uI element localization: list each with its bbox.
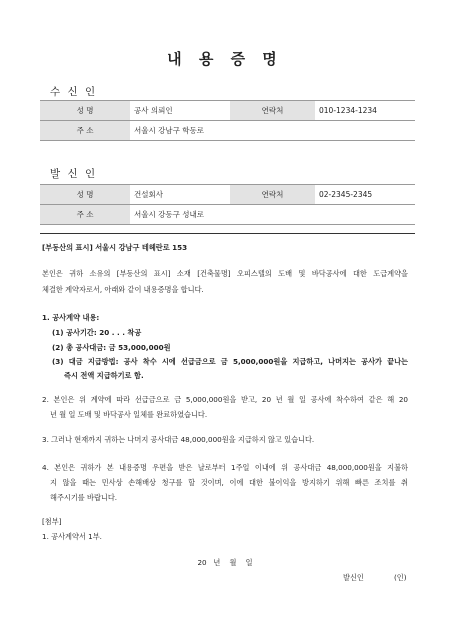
item1-sub2: (2) 총 공사대금: 금 53,000,000원 [52,343,171,352]
divider-line [40,233,415,234]
sender-name-value: 건설회사 [130,185,230,205]
sender-contact-label: 연락처 [230,185,315,205]
item3-line-1: 3. 그러나 현재까지 귀하는 나머지 공사대금 48,000,000원을 지급하지 않고 있습니다. [42,435,315,444]
attachment-item-1: 1. 공사계약서 1부. [42,532,102,541]
item1-sub3-line1: (3) 대금 지급방법: 공사 착수 시에 선급금으로 금 5,000,000원을 지급하고, 나머지는 공사가 끝나는 [52,357,408,366]
intro-line-2: 체결한 계약자로서, 아래와 같이 내용증명을 합니다. [42,285,204,294]
document-title: 내 용 증 명 [167,50,283,68]
sender-table [40,184,415,225]
item2-line-2: 년 월 일 도배 및 바닥공사 일체를 완료하였습니다. [50,410,208,419]
seal-mark: (인) [394,573,407,582]
item1-sub3-line2: 즉시 전액 지급하기로 함. [64,371,144,380]
sender-address-value: 서울시 강동구 성내로 [130,205,415,225]
item4-line-1: 4. 본인은 귀하가 본 내용증명 우편을 받은 날로부터 1주일 이내에 위 공사대금 48,000,000원을 지불하 [42,463,408,472]
sender-address-label: 주 소 [40,205,130,225]
recipient-address-label: 주 소 [40,121,130,141]
recipient-address-value: 서울시 강남구 학동로 [130,121,415,141]
item1-sub1: (1) 공사기간: 20 . . . 착공 [52,328,142,337]
recipient-name-value: 공사 의뢰인 [130,101,230,121]
recipient-contact-label: 연락처 [230,101,315,121]
intro-line-1: 본인은 귀하 소유의 [부동산의 표시] 소재 [건축물명] 오피스텔의 도배 및 바닥공사에 대한 도급계약을 [42,269,408,278]
property-line: [부동산의 표시] 서울시 강남구 테헤란로 153 [42,243,188,252]
sender-name-label: 성 명 [40,185,130,205]
attachment-label: [첨부] [42,517,62,526]
item2-line-1: 2. 본인은 위 계약에 따라 선급금으로 금 5,000,000원을 받고, 20 년 월 일 공사에 착수하여 같은 해 20 [42,395,408,404]
recipient-section-label: 수 신 인 [50,86,98,98]
recipient-table [40,100,415,141]
item4-line-2: 지 않을 때는 민사상 손해배상 청구를 할 것이며, 이에 대한 불이익을 방지하기 위해 빠른 조치를 취 [50,478,408,487]
item1-heading: 1. 공사계약 내용: [42,313,100,322]
recipient-name-row [40,101,415,121]
sender-signature-label: 발신인 [343,573,364,582]
recipient-contact-value: 010-1234-1234 [315,101,415,121]
sender-name-row [40,185,415,205]
recipient-address-row [40,121,415,141]
recipient-name-label: 성 명 [40,101,130,121]
sender-section-label: 발 신 인 [50,168,98,180]
item4-line-3: 해주시기를 바랍니다. [50,493,118,502]
date-line: 20 년 월 일 [197,558,253,567]
sender-contact-value: 02-2345-2345 [315,185,415,205]
sender-address-row [40,205,415,225]
